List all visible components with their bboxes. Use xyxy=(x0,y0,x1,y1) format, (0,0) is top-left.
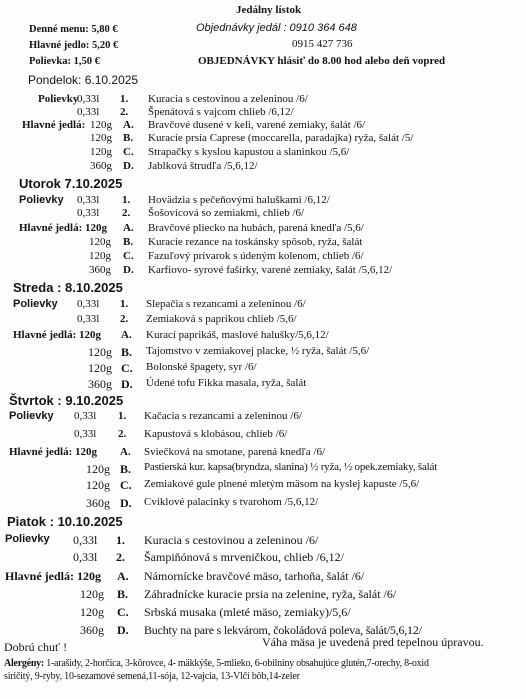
soup-code: 1. xyxy=(122,194,131,206)
main-qty: 120g xyxy=(90,132,112,144)
soup-qty: 0,33l xyxy=(77,207,100,219)
main-code: B. xyxy=(123,132,134,144)
main-item: Tajomstvo v zemiakovej placke, ½ ryža, šalát /5,6/ xyxy=(146,345,370,357)
soup-code: 1. xyxy=(118,410,127,422)
main-qty: 120g xyxy=(90,119,112,131)
soup-qty: 0,33l xyxy=(77,194,100,206)
soup-qty: 0,33l xyxy=(77,298,100,310)
main-qty: 360g xyxy=(88,377,112,391)
soups-label: Polievky xyxy=(38,93,79,105)
soup-qty: 0,33l xyxy=(77,106,100,118)
main-code: C. xyxy=(117,605,129,619)
soup-code: 2. xyxy=(122,207,131,219)
main-code: C. xyxy=(121,361,133,375)
main-code: D. xyxy=(121,377,133,391)
main-qty: 120g xyxy=(86,462,110,476)
orders-note: OBJEDNÁVKY hlásiť do 8.00 hod alebo deň vopred xyxy=(198,55,446,67)
main-code: A. xyxy=(123,119,134,131)
soup-code: 1. xyxy=(120,93,129,105)
soup-item: Kuracia s cestovinou a zeleninou /6/ xyxy=(144,533,319,547)
soup-qty: 0,33l xyxy=(77,313,100,325)
main-dish-price: Hlavné jedlo: 5,20 € xyxy=(29,40,119,51)
mains-label: Hlavné jedlá: 120g xyxy=(9,446,97,458)
main-item: Kuracie rezance na toskánsky spôsob, ryža, šalát xyxy=(148,236,363,248)
main-item: Kurací paprikáš, maslové halušky/5,6,12/ xyxy=(146,329,329,341)
main-qty: 360g xyxy=(89,264,111,276)
weight-note: Váha mäsa je uvedená pred tepelnou úpravou. xyxy=(262,635,484,649)
allergens-text: 1-arašidy, 2-horčica, 3-kôrovce, 4- mäkkýše, 5-mlieko, 6-obilniny obsahujúce glutén,7-orechy, 8-oxid xyxy=(46,658,429,669)
main-code: D. xyxy=(123,264,134,276)
main-qty: 120g xyxy=(88,361,112,375)
main-item: Zemiakové gule plnené mletým mäsom na kyslej kapuste /5,6/ xyxy=(144,478,420,490)
menu-title: Jedálny lístok xyxy=(236,4,302,16)
soup-qty: 0,33l xyxy=(73,533,98,547)
soup-item: Kuracia s cestovinou a zeleninou /6/ xyxy=(148,93,308,105)
soup-qty: 0,33l xyxy=(77,93,100,105)
soups-label: Polievky xyxy=(13,298,58,310)
main-code: C. xyxy=(120,478,132,492)
soups-label: Polievky xyxy=(9,410,54,422)
main-item: Záhradnícke kuracie prsia na zelenine, ryža, šalát /6/ xyxy=(144,587,397,601)
main-code: A. xyxy=(120,446,131,458)
main-code: C. xyxy=(123,146,134,158)
soups-label: Polievky xyxy=(5,533,50,545)
allergens-line-2: siričitý, 9-ryby, 10-sezamové semená,11-sója, 12-vajcia, 13-Vlčí bôb,14-zeler xyxy=(4,671,300,682)
phone-2: 0915 427 736 xyxy=(292,38,353,50)
main-code: A. xyxy=(123,222,134,234)
main-item: Cviklové palacinky s tvarohom /5,6,12/ xyxy=(144,496,319,508)
soup-item: Kačacia s rezancami a zeleninou /6/ xyxy=(144,410,302,422)
main-code: A. xyxy=(117,569,129,583)
main-code: B. xyxy=(121,345,133,359)
main-item: Fazuľový prívarok s údeným kolenom, chlieb /6/ xyxy=(148,250,364,262)
soup-item: Kapustová s klobásou, chlieb /6/ xyxy=(144,428,288,440)
main-code: A. xyxy=(121,329,132,341)
soup-qty: 0,33l xyxy=(74,410,97,422)
main-code: D. xyxy=(120,496,132,510)
soup-code: 2. xyxy=(116,550,125,564)
soup-item: Špenátová s vajcom chlieb /6,12/ xyxy=(148,106,294,118)
main-code: D. xyxy=(123,160,134,172)
main-qty: 120g xyxy=(89,236,111,248)
soup-item: Šošovicová so zemiakmi, chlieb /6/ xyxy=(148,207,305,219)
main-item: Srbská musaka (mleté mäso, zemiaky)/5,6/ xyxy=(144,605,351,619)
day-heading-tuesday: Utorok 7.10.2025 xyxy=(19,176,123,191)
main-qty: 120g xyxy=(89,250,111,262)
main-item: Karfiovo- syrové fašírky, varené zemiaky, šalát /5,6,12/ xyxy=(148,264,393,276)
mains-label: Hlavné jedlá: 120g xyxy=(19,222,107,234)
soup-item: Hovädzia s pečeňovými haluškami /6,12/ xyxy=(148,194,330,206)
soup-qty: 0,33l xyxy=(74,428,97,440)
main-qty: 120g xyxy=(88,345,112,359)
main-item: Bravčové dusené v keli, varené zemiaky, šalát /6/ xyxy=(148,119,366,131)
main-qty: 360g xyxy=(90,160,112,172)
main-code: D. xyxy=(117,623,129,637)
main-qty: 120g xyxy=(90,146,112,158)
daily-menu-price: Denné menu: 5,80 € xyxy=(29,24,118,35)
soup-code: 2. xyxy=(120,313,129,325)
soup-code: 1. xyxy=(120,298,129,310)
main-code: B. xyxy=(120,462,132,476)
soup-code: 2. xyxy=(120,106,129,118)
soup-code: 2. xyxy=(118,428,127,440)
main-qty: 120g xyxy=(86,478,110,492)
main-qty: 360g xyxy=(80,623,104,637)
soup-item: Šampiňónová s mrveničkou, chlieb /6,12/ xyxy=(144,550,344,564)
main-item: Námornícke bravčové mäso, tarhoňa, šalát /6/ xyxy=(144,569,365,583)
main-item: Sviečková na smotane, parená knedľa /6/ xyxy=(144,446,326,458)
main-item: Jablková štrudľa /5,6,12/ xyxy=(148,160,258,172)
orders-phone: Objednávky jedál : 0910 364 648 xyxy=(196,22,357,34)
greeting: Dobrú chuť ! xyxy=(4,640,68,654)
soup-qty: 0,33l xyxy=(73,550,98,564)
day-heading-wednesday: Streda : 8.10.2025 xyxy=(13,280,123,295)
day-heading-monday: Pondelok: 6.10.2025 xyxy=(28,73,139,87)
main-qty: 120g xyxy=(80,587,104,601)
soup-item: Slepačia s rezancami a zeleninou /6/ xyxy=(146,298,306,310)
main-code: B. xyxy=(123,236,134,248)
main-code: B. xyxy=(117,587,129,601)
soup-code: 1. xyxy=(116,533,125,547)
allergens-line-1: Alergény: 1-arašidy, 2-horčica, 3-kôrovce, 4- mäkkýše, 5-mlieko, 6-obilniny obsahujúce glutén,7-orechy, 8-oxid xyxy=(4,658,429,669)
main-item: Kuracie prsia Caprese (moccarella, paradajka) ryža, šalát /5/ xyxy=(148,132,414,144)
day-heading-friday: Piatok : 10.10.2025 xyxy=(7,514,123,529)
main-item: Buchty na pare s lekvárom, čokoládová poleva, šalát/5,6,12/ xyxy=(144,623,422,637)
main-code: C. xyxy=(123,250,134,262)
soups-label: Polievky xyxy=(19,194,64,206)
mains-label: Hlavné jedlá: 120g xyxy=(13,329,101,341)
main-item: Bolonské špagety, syr /6/ xyxy=(146,361,257,373)
main-item: Údené tofu Fikka masala, ryža, šalát xyxy=(146,377,307,389)
mains-label: Hlavné jedlá: xyxy=(22,119,86,131)
main-item: Strapačky s kyslou kapustou a slaninkou /5,6/ xyxy=(148,146,350,158)
day-heading-thursday: Štvrtok : 9.10.2025 xyxy=(9,393,124,408)
soup-price: Polievka: 1,50 € xyxy=(29,56,100,67)
main-qty: 120g xyxy=(80,605,104,619)
soup-item: Zemiaková s paprikou chlieb /5,6/ xyxy=(146,313,297,325)
mains-label: Hlavné jedlá: 120g xyxy=(5,569,101,583)
main-item: Pastierská kur. kapsa(bryndza, slanina) ½ ryža, ½ opek.zemiaky, šalát xyxy=(144,461,438,473)
main-item: Bravčové pliecko na hubách, parená knedľa /5,6/ xyxy=(148,222,364,234)
main-qty: 360g xyxy=(86,496,110,510)
